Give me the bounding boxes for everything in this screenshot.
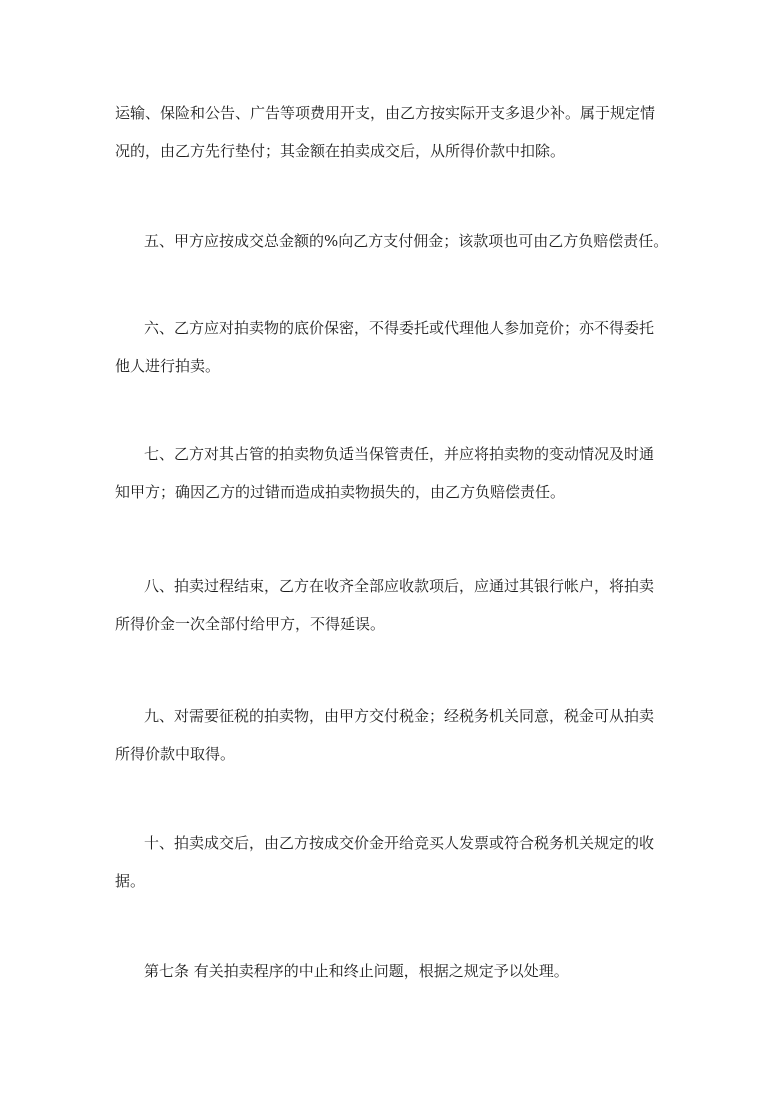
paragraph-line: 五、甲方应按成交总金额的%向乙方支付佣金；该款项也可由乙方负赔偿责任。 [144, 232, 669, 250]
paragraph-line: 十、拍卖成交后，由乙方按成交价金开给竞买人发票或符合税务机关规定的收 [144, 834, 655, 852]
paragraph-line: 七、乙方对其占管的拍卖物负适当保管责任，并应将拍卖物的变动情况及时通 [144, 445, 655, 463]
paragraph-line: 第七条 有关拍卖程序的中止和终止问题，根据之规定予以处理。 [144, 962, 569, 980]
paragraph-line: 况的，由乙方先行垫付；其金额在拍卖成交后，从所得价款中扣除。 [115, 142, 566, 160]
paragraph-line: 据。 [115, 872, 146, 890]
paragraph-line: 所得价金一次全部付给甲方，不得延误。 [115, 615, 386, 633]
paragraph-line: 六、乙方应对拍卖物的底价保密，不得委托或代理他人参加竞价；亦不得委托 [144, 319, 655, 337]
paragraph-line: 八、拍卖过程结束，乙方在收齐全部应收款项后，应通过其银行帐户，将拍卖 [144, 577, 655, 595]
paragraph-line: 他人进行拍卖。 [115, 357, 221, 375]
paragraph-line: 所得价款中取得。 [115, 745, 236, 763]
paragraph-line: 九、对需要征税的拍卖物，由甲方交付税金；经税务机关同意，税金可从拍卖 [144, 707, 655, 725]
paragraph-line: 运输、保险和公告、广告等项费用开支，由乙方按实际开支多退少补。属于规定情 [115, 104, 656, 122]
paragraph-line: 知甲方；确因乙方的过错而造成拍卖物损失的，由乙方负赔偿责任。 [115, 483, 566, 501]
